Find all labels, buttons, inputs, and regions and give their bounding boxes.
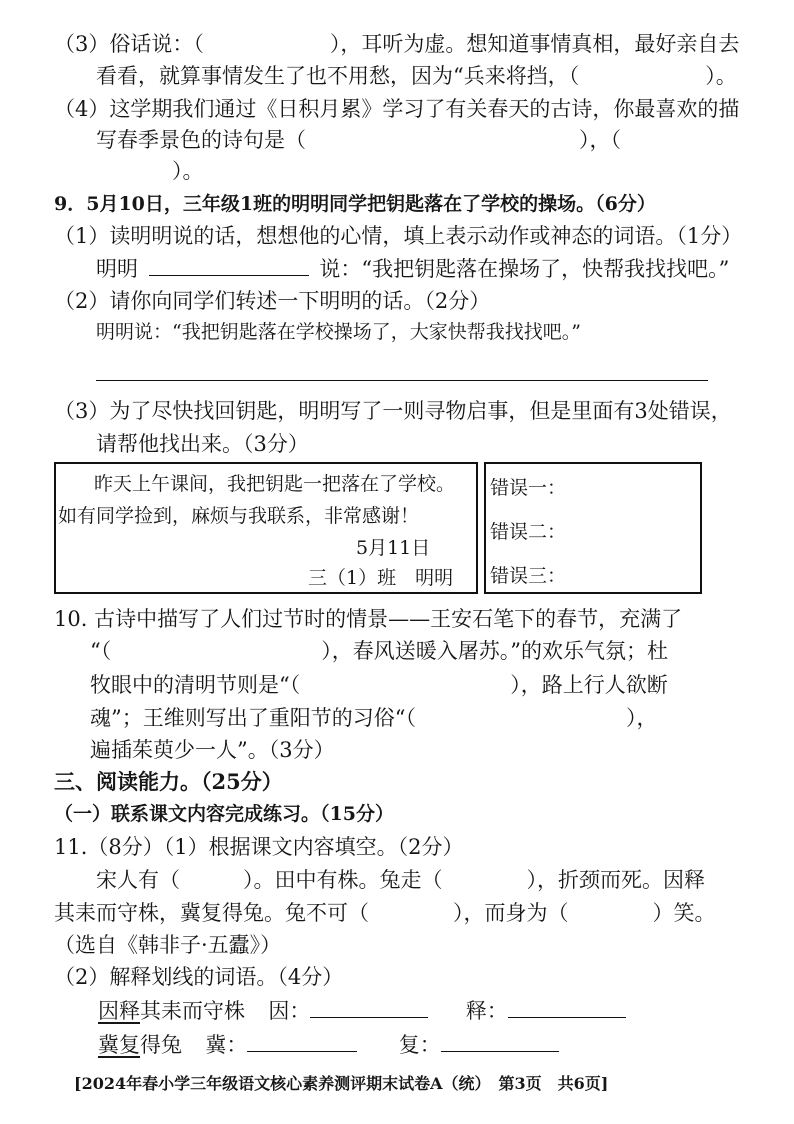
q11-2-title: （2）解释划线的词语。（4分） [54, 965, 344, 989]
q11-row2-blank1[interactable] [247, 1031, 357, 1052]
error-2[interactable]: 错误二： [490, 521, 567, 543]
q8-4-line3: ）。 [172, 159, 204, 183]
q11-row2-w1: 冀： [205, 1033, 248, 1057]
q9-1-name: 明明 [96, 257, 138, 281]
q10-line4: 魂”；王维则写出了重阳节的习俗“（ ）， [90, 706, 658, 730]
q9-2-line1: （2）请你向同学们转述一下明明的话。（2分） [54, 289, 491, 313]
q11-row1-w2: 释： [465, 999, 508, 1023]
q9-1-line2 [96, 255, 729, 283]
q11-row2-w2: 复： [398, 1033, 441, 1057]
q9-1-rest: 说：“我把钥匙落在操场了，快帮我找找吧。” [319, 257, 730, 281]
q8-3-line2: 看看，就算事情发生了也不用愁，因为“兵来将挡，（ ）。 [96, 64, 737, 88]
q11-row1-blank2[interactable] [508, 997, 626, 1018]
page-footer: [2024年春小学三年级语文核心素养测评期末试卷A（统） 第3页 共6页] [74, 1074, 609, 1093]
q9-3-line2: 请帮他找出来。（3分） [96, 432, 309, 456]
notice-line2: 如有同学捡到，麻烦与我联系，非常感谢！ [58, 505, 420, 527]
q11-row1-blank1[interactable] [310, 997, 428, 1018]
q11-row1-marked: 因释 [98, 999, 140, 1023]
q11-row2 [98, 1031, 559, 1059]
q11-row1 [98, 997, 626, 1025]
q9-3-line1: （3）为了尽快找回钥匙，明明写了一则寻物启事，但是里面有3处错误， [54, 399, 732, 423]
notice-line1: 昨天上午课间，我把钥匙一把落在了学校。 [94, 473, 456, 495]
notice-signature: 三（1）班 明明 [308, 567, 454, 589]
q8-4-line2: 写春季景色的诗句是（ ），（ [96, 128, 621, 152]
q9-title: 9．5月10日，三年级1班的明明同学把钥匙落在了学校的操场。（6分） [54, 193, 656, 215]
q11-line2: 其耒而守株，冀复得兔。兔不可（ ），而身为（ ）笑。 [54, 901, 716, 925]
q8-3-line1: （3）俗话说：（ ），耳听为虚。想知道事情真相，最好亲自去 [54, 32, 740, 56]
q11-row2-blank2[interactable] [441, 1031, 559, 1052]
q11-row2-marked: 冀复 [98, 1033, 140, 1057]
error-1[interactable]: 错误一： [490, 477, 567, 499]
q11-line1: 宋人有（ ）。田中有株。兔走（ ），折颈而死。因释 [96, 868, 705, 892]
q10-line1: 10. 古诗中描写了人们过节时的情景——王安石笔下的春节，充满了 [54, 607, 683, 631]
q10-line3: 牧眼中的清明节则是“（ ），路上行人欲断 [90, 673, 668, 697]
q9-1-line1: （1）读明明说的话，想想他的心情，填上表示动作或神态的词语。（1分） [54, 224, 743, 248]
q10-line2: “（ ），春风送暖入屠苏。”的欢乐气氛；杜 [90, 639, 668, 663]
error-3[interactable]: 错误三： [490, 565, 567, 587]
q9-2-line2: 明明说：“我把钥匙落在学校操场了，大家快帮我找找吧。” [96, 321, 581, 343]
q9-1-blank[interactable] [149, 255, 309, 276]
notice-date: 5月11日 [356, 537, 431, 559]
q11-row1-rest: 其耒而守株 [140, 999, 245, 1023]
q11-title: 11.（8分）（1）根据课文内容填空。（2分） [54, 835, 464, 859]
q9-2-answer-line[interactable] [96, 380, 708, 381]
q11-row1-w1: 因： [268, 999, 311, 1023]
q10-line5: 遍插茱萸少一人”。（3分） [90, 738, 335, 762]
q11-row2-rest: 得兔 [140, 1033, 182, 1057]
q8-4-line1: （4）这学期我们通过《日积月累》学习了有关春天的古诗，你最喜欢的描 [54, 97, 740, 121]
section3-title: 三、阅读能力。（25分） [54, 769, 283, 794]
q11-line3: （选自《韩非子·五蠹》） [54, 933, 282, 957]
section3-part1: （一）联系课文内容完成练习。（15分） [54, 803, 394, 825]
